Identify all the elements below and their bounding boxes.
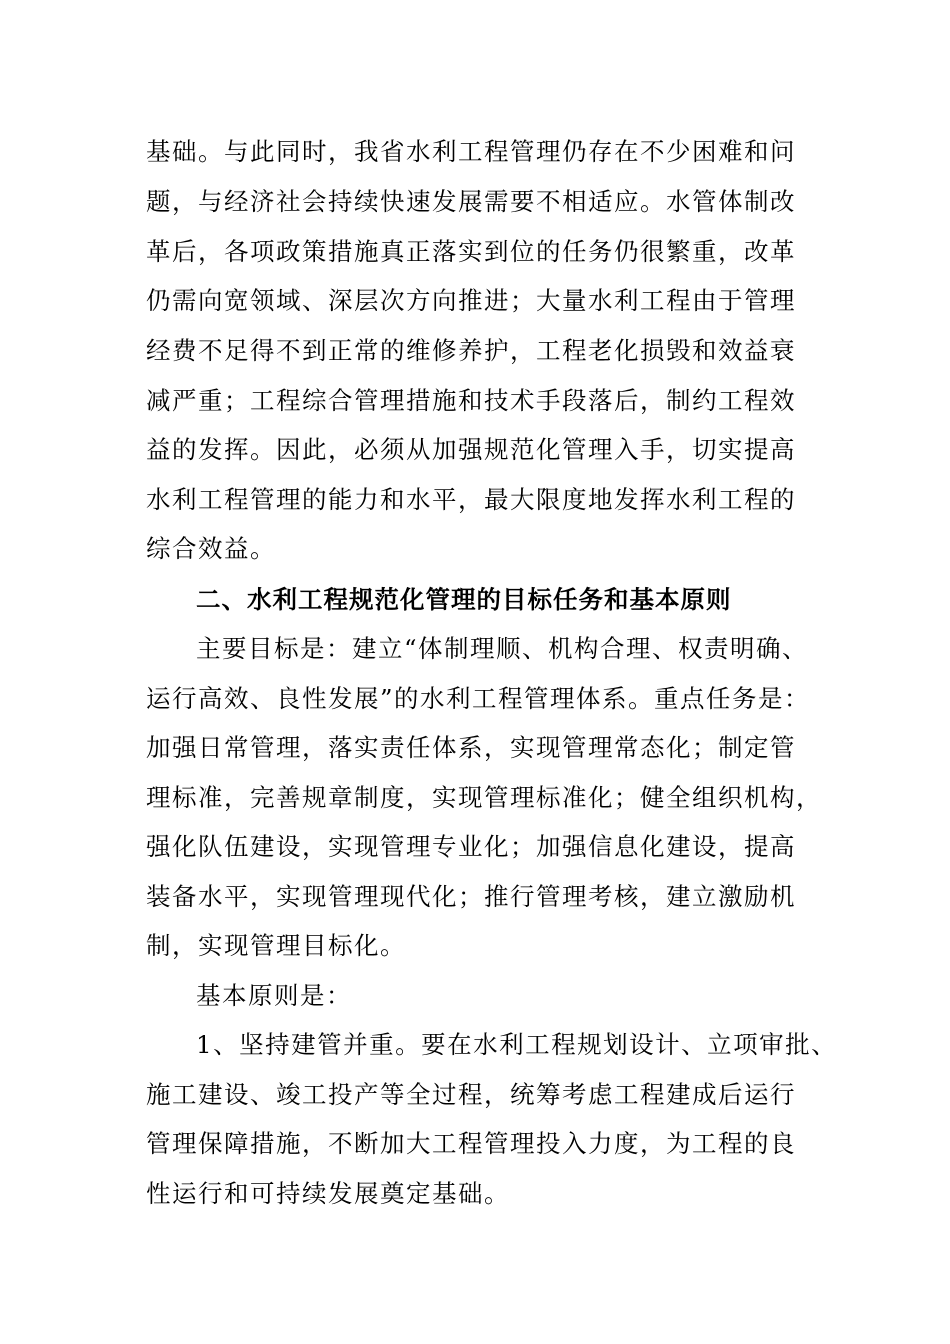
- paragraph-line: 基础。与此同时，我省水利工程管理仍存在不少困难和问: [146, 137, 796, 166]
- paragraph-line: 主要目标是：建立“体制理顺、机构合理、权责明确、: [196, 634, 809, 663]
- paragraph-line: 性运行和可持续发展奠定基础。: [146, 1179, 510, 1208]
- paragraph-line: 减严重；工程综合管理措施和技术手段落后，制约工程效: [146, 386, 796, 415]
- paragraph-line: 益的发挥。因此，必须从加强规范化管理入手，切实提高: [146, 435, 796, 464]
- paragraph-line: 革后，各项政策措施真正落实到位的任务仍很繁重，改革: [146, 237, 796, 266]
- paragraph-line: 题，与经济社会持续快速发展需要不相适应。水管体制改: [146, 187, 796, 216]
- paragraph-line: 综合效益。: [146, 534, 276, 563]
- paragraph-line: 运行高效、良性发展”的水利工程管理体系。重点任务是：: [146, 684, 811, 713]
- paragraph-line: 装备水平，实现管理现代化；推行管理考核，建立激励机: [146, 882, 796, 911]
- paragraph-line: 制，实现管理目标化。: [146, 931, 406, 960]
- paragraph-line: 管理保障措施，不断加大工程管理投入力度，为工程的良: [146, 1129, 796, 1158]
- paragraph-line: 施工建设、竣工投产等全过程，统筹考虑工程建成后运行: [146, 1080, 796, 1109]
- paragraph-line: 经费不足得不到正常的维修养护，工程老化损毁和效益衰: [146, 336, 796, 365]
- paragraph-line: 理标准，完善规章制度，实现管理标准化；健全组织机构，: [146, 783, 822, 812]
- section-heading: 二、水利工程规范化管理的目标任务和基本原则: [196, 585, 732, 614]
- paragraph-line: 强化队伍建设，实现管理专业化；加强信息化建设，提高: [146, 832, 796, 861]
- paragraph-line: 加强日常管理，落实责任体系，实现管理常态化；制定管: [146, 733, 796, 762]
- paragraph-line: 基本原则是：: [196, 981, 352, 1010]
- paragraph-line: 水利工程管理的能力和水平，最大限度地发挥水利工程的: [146, 485, 796, 514]
- paragraph-line: 仍需向宽领域、深层次方向推进；大量水利工程由于管理: [146, 286, 796, 315]
- paragraph-line: 1、坚持建管并重。要在水利工程规划设计、立项审批、: [196, 1030, 838, 1059]
